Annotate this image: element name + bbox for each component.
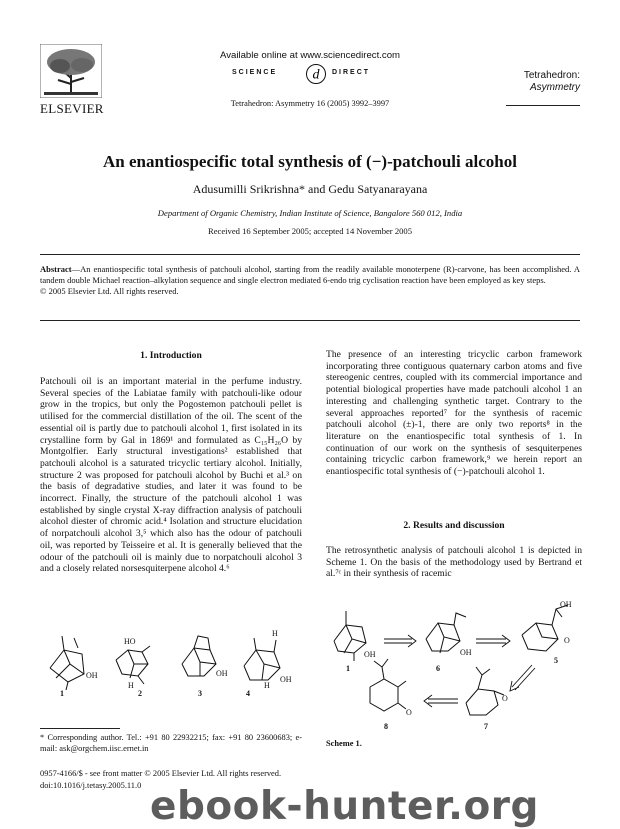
compound-label-3: 3 bbox=[198, 689, 202, 698]
abstract bbox=[40, 264, 580, 297]
scheme-label-1: 1 bbox=[346, 664, 350, 673]
abstract-bottom-rule bbox=[40, 320, 580, 321]
svg-text:d: d bbox=[312, 67, 320, 83]
sciencedirect-left: SCIENCE bbox=[232, 69, 278, 76]
article-affiliation: Department of Organic Chemistry, Indian Institute of Science, Bangalore 560 012, India bbox=[157, 208, 463, 218]
journal-name bbox=[506, 70, 580, 94]
footnote-text: * Corresponding author. Tel.: +91 80 22932215; fax: +91 80 23600683; e-mail: ask@orgchem.iisc.ernet.in bbox=[40, 733, 302, 753]
scheme-label-7: 7 bbox=[484, 722, 488, 731]
abstract-top-rule bbox=[40, 254, 580, 255]
front-matter-line: 0957-4166/$ - see front matter © 2005 Elsevier Ltd. All rights reserved. bbox=[40, 769, 282, 778]
footnote-rule bbox=[40, 728, 120, 729]
scheme-compound-1 bbox=[334, 611, 376, 673]
scheme-compound-5 bbox=[522, 600, 572, 665]
article-dates: Received 16 September 2005; accepted 14 November 2005 bbox=[207, 226, 413, 236]
oh-label: OH bbox=[216, 669, 228, 678]
doi-line[interactable]: doi:10.1016/j.tetasy.2005.11.0 bbox=[40, 781, 142, 790]
abstract-label: Abstract bbox=[40, 264, 72, 274]
sciencedirect-d-icon bbox=[305, 63, 327, 85]
right-paragraph-2: The retrosynthetic analysis of patchouli alcohol 1 is depicted in Scheme 1. On the basis of the methodology used by Bertrand et al.⁷ᶜ in their synthesis of racemic bbox=[326, 545, 582, 580]
oh-label: OH bbox=[86, 671, 98, 680]
scheme-compound-6 bbox=[426, 613, 472, 673]
sciencedirect-logo bbox=[232, 63, 392, 85]
retro-arrow-4 bbox=[424, 695, 458, 707]
structure-4 bbox=[244, 629, 292, 698]
h-label: H bbox=[128, 681, 134, 690]
retro-arrow-1 bbox=[384, 635, 416, 647]
scheme-compound-7 bbox=[466, 667, 508, 731]
journal-name-line-2: Asymmetry bbox=[530, 82, 580, 93]
results-section-title: 2. Results and discussion bbox=[403, 520, 505, 531]
oh-label: OH bbox=[560, 600, 572, 609]
corresponding-author-footnote bbox=[40, 732, 302, 754]
elsevier-tree-icon bbox=[40, 44, 102, 98]
ho-label: HO bbox=[124, 637, 136, 646]
oh-label: OH bbox=[364, 650, 376, 659]
compound-label-2: 2 bbox=[138, 689, 142, 698]
journal-name-rule bbox=[506, 105, 580, 106]
abstract-text: —An enantiospecific total synthesis of patchouli alcohol, starting from the readily available monoterpene (R)-carvone, has been accomplished. A tandem double Michael reaction–alkylation sequence and single electron mediated 6-endo trig cyclisation reaction have been employed as key steps. bbox=[40, 264, 580, 285]
scheme-compound-8 bbox=[370, 659, 412, 731]
compound-label-4: 4 bbox=[246, 689, 250, 698]
retro-arrow-2 bbox=[476, 635, 510, 647]
h-label: H bbox=[272, 629, 278, 638]
elsevier-logo bbox=[40, 44, 104, 116]
right-paragraph-1: The presence of an interesting tricyclic carbon framework incorporating three contiguous quaternary carbon atoms and five stereogenic centres, coupled with its commercial importance and potential biological properties have made patchouli alcohol 1 an interesting and challenging synthetic target. Contrary to the several approaches reported⁷ for the synthesis of racemic patchouli alcohol (±)-1, there are only two reports⁸ in the literature on the enantiospecific total synthesis of 1. In continuation of our work on the synthesis of sesquiterpenes containing tricyclic carbon framework,⁹ we herein report an enantiospecific total synthesis of (−)-patchouli alcohol 1. bbox=[326, 349, 582, 478]
sciencedirect-right: DIRECT bbox=[332, 69, 371, 76]
scheme-caption: Scheme 1. bbox=[326, 739, 362, 748]
oh-label: OH bbox=[280, 675, 292, 684]
o-label: O bbox=[502, 694, 508, 703]
h-label: H bbox=[264, 681, 270, 690]
intro-section-title: 1. Introduction bbox=[140, 350, 202, 361]
compound-label-1: 1 bbox=[60, 689, 64, 698]
intro-paragraph: Patchouli oil is an important material in the perfume industry. Several species of the Labiatae family with patchouli-like odour grow in the tropics, but only the Pogostemon patchouli pellet is utilised for the commercial distillation of the oil. The scent of the essential oil is partly due to patchouli alcohol 1, first isolated in its crystalline form by Gal in 1869¹ and formulated as C₁₅H₂₆O by Montgolfier. Early structural investigations² established that patchouli alcohol is a saturated tricyclic tertiary alcohol. Initially, structure 2 was proposed for patchouli alcohol by Buchi et al.³ on the basis of degradative studies, and later it was found to be incorrect. Finally, the structure of the patchouli alcohol 1 was established by single crystal X-ray diffraction analysis of patchouli alcohol diester of chromic acid.⁴ Isolation and structure elucidation of norpatchouli alcohol 3,⁵ which also has the odour of patchouli oil, was reported by Teisseire et al. It is generally believed that the odour of the patchouli oil is mainly due to norpatchouli alcohol 3 and a closely related norsesquiterpene alcohol 4.⁶ bbox=[40, 376, 302, 575]
o-label: O bbox=[406, 708, 412, 717]
retro-arrow-3 bbox=[510, 665, 535, 691]
journal-name-line-1: Tetrahedron: bbox=[523, 70, 580, 81]
scheme-label-8: 8 bbox=[384, 722, 388, 731]
journal-citation: Tetrahedron: Asymmetry 16 (2005) 3992–3997 bbox=[230, 99, 390, 108]
copyright: © 2005 Elsevier Ltd. All rights reserved. bbox=[40, 286, 179, 296]
figure-structures-1-4 bbox=[40, 624, 302, 698]
available-online[interactable]: Available online at www.sciencedirect.com bbox=[219, 50, 401, 61]
publisher-name: ELSEVIER bbox=[40, 101, 104, 116]
scheme-label-6: 6 bbox=[436, 664, 440, 673]
structure-2 bbox=[116, 637, 150, 698]
watermark: ebook-hunter.org bbox=[150, 784, 539, 829]
oh-label: OH bbox=[460, 648, 472, 657]
structure-3 bbox=[182, 636, 228, 698]
scheme-1 bbox=[326, 595, 582, 733]
o-label: O bbox=[564, 636, 570, 645]
article-title: An enantiospecific total synthesis of (−)-patchouli alcohol bbox=[103, 152, 517, 171]
article-authors: Adusumilli Srikrishna* and Gedu Satyanarayana bbox=[192, 182, 428, 196]
structure-1 bbox=[50, 636, 98, 698]
scheme-label-5: 5 bbox=[554, 656, 558, 665]
